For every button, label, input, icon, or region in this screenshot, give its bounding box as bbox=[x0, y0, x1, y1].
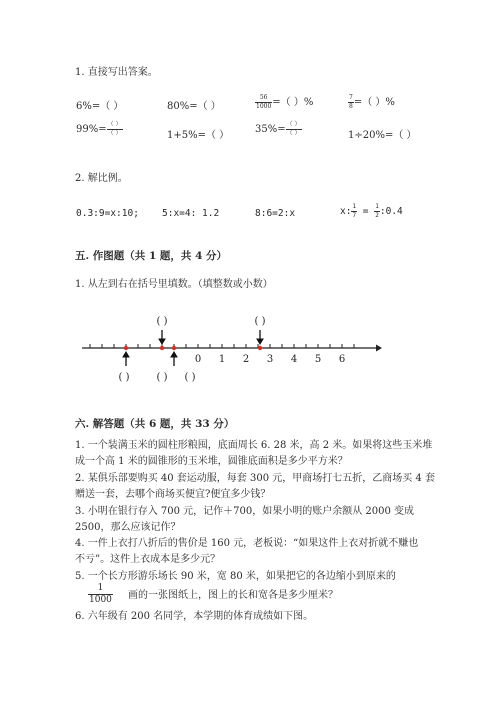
axis-arrowhead bbox=[376, 345, 382, 352]
denominator: 1000 bbox=[89, 595, 112, 605]
denominator: 7 bbox=[352, 212, 357, 219]
numerator: 1 bbox=[88, 584, 113, 595]
section-6-heading: 六. 解答题（共 6 题，共 33 分） bbox=[75, 418, 235, 430]
problem-4-line-1: 4. 一件上衣打八折后的售价是 160 元，老板说：“如果这件上衣对折就不赚也 bbox=[75, 538, 419, 549]
item-56-over-1000 bbox=[255, 93, 313, 110]
section-5-heading: 五. 作图题（共 1 题，共 4 分） bbox=[75, 250, 228, 262]
item-text: = bbox=[357, 206, 375, 217]
item-text: x: bbox=[340, 206, 352, 217]
item-text: 35%= bbox=[255, 124, 286, 135]
bottom-blank-2: ( ) bbox=[156, 372, 168, 383]
denominator-blank: （ ） bbox=[286, 130, 301, 137]
problem-2-line-2: 赠送一套，去哪个商场买便宜?便宜多少钱？ bbox=[75, 489, 271, 500]
question-2-title: 2. 解比例。 bbox=[75, 173, 128, 184]
axis-label-6: 6 bbox=[338, 354, 346, 365]
arrows-down bbox=[159, 330, 263, 344]
item-1-div-20-percent: 1÷20%=（ ） bbox=[348, 130, 417, 141]
item-99-percent bbox=[76, 122, 123, 137]
problem-6: 6. 六年级有 200 名同学，本学期的体育成绩如下图。 bbox=[75, 611, 314, 622]
item-text: 99%= bbox=[76, 124, 107, 135]
axis-labels bbox=[195, 354, 345, 365]
fraction-blank bbox=[286, 122, 302, 137]
problem-5-line-1: 5. 一个长方形游乐场长 90 米，宽 80 米，如果把它的各边缩小到原来的 bbox=[75, 571, 396, 582]
axis-label-1: 1 bbox=[218, 354, 226, 365]
marked-point bbox=[172, 346, 176, 350]
problem-1-line-2: 成一个高 1 米的圆锥形的玉米堆，圆锥底面积是多少平方米？ bbox=[75, 456, 348, 467]
bottom-blank-1: ( ) bbox=[118, 372, 130, 383]
numerator-blank: （ ） bbox=[286, 121, 301, 128]
axis-label-2: 2 bbox=[242, 354, 250, 365]
item-80-percent: 80%=（ ） bbox=[167, 101, 221, 112]
marked-point bbox=[160, 346, 164, 350]
numerator: 1 bbox=[375, 203, 379, 210]
problem-1-line-1: 1. 一个装满玉米的圆柱形粮囤，底面周长 6. 28 米，高 2 米。如果将这些玉米堆 bbox=[75, 440, 433, 451]
top-blank-2: ( ) bbox=[254, 316, 266, 327]
top-blank-1: ( ) bbox=[156, 316, 168, 327]
denominator: 2 bbox=[375, 212, 379, 219]
problem-5-line-2: 画的一张图纸上，图上的长和宽各是多少厘米？ bbox=[128, 590, 338, 601]
fraction-blank bbox=[107, 122, 123, 137]
item-1-plus-5-percent: 1+5%=（ ） bbox=[167, 130, 230, 141]
item-7-over-8 bbox=[348, 93, 395, 110]
question-1-title: 1. 直接写出答案。 bbox=[75, 67, 158, 78]
numerator-blank: （ ） bbox=[107, 121, 122, 128]
arrows-up bbox=[123, 352, 177, 366]
proportion-c: 8:6=2:x bbox=[255, 208, 296, 219]
problem-2-line-1: 2. 某俱乐部要购买 40 套运动服，每套 300 元，甲商场打七五折，乙商场买 4 套 bbox=[75, 473, 435, 484]
item-6-percent: 6%=（ ） bbox=[76, 101, 124, 112]
proportion-b: 5:x=4: 1.2 bbox=[162, 208, 220, 219]
denominator-blank: （ ） bbox=[107, 130, 122, 137]
numerator: 1 bbox=[352, 203, 357, 210]
proportion-a: 0.3:9=x:10; bbox=[76, 208, 139, 219]
fraction-56-1000 bbox=[255, 95, 272, 110]
numerator: 56 bbox=[255, 95, 272, 103]
axis-label-3: 3 bbox=[266, 354, 274, 365]
bottom-blank-3: ( ) bbox=[184, 372, 196, 383]
denominator: 8 bbox=[349, 103, 353, 110]
item-text: =（ ）% bbox=[272, 97, 314, 108]
number-line-figure bbox=[70, 310, 390, 390]
numerator: 7 bbox=[349, 94, 353, 101]
axis-label-4: 4 bbox=[290, 354, 298, 365]
axis-label-0: 0 bbox=[194, 354, 202, 365]
item-text: =（ ）% bbox=[353, 97, 395, 108]
denominator: 1000 bbox=[256, 103, 272, 110]
section-5-question-1: 1. 从左到右在括号里填数。（填整数或小数） bbox=[75, 279, 273, 290]
proportion-d bbox=[340, 204, 403, 219]
marked-point bbox=[258, 346, 262, 350]
number-line-ticks bbox=[90, 344, 354, 348]
problem-3-line-1: 3. 小明在银行存入 700 元，记作＋700，如果小明的账户余额从 2000 变成 bbox=[75, 506, 415, 517]
item-35-percent bbox=[255, 122, 302, 137]
problem-3-line-2: 2500，那么应该记作？ bbox=[75, 522, 181, 533]
item-text: :0.4 bbox=[379, 206, 403, 217]
problem-4-line-2: 不亏”。这件上衣成本是多少元？ bbox=[75, 554, 221, 565]
fraction-1-1000-stack bbox=[88, 584, 113, 605]
axis-label-5: 5 bbox=[314, 354, 322, 365]
fraction-1-1000 bbox=[88, 584, 113, 605]
marked-point bbox=[124, 346, 128, 350]
